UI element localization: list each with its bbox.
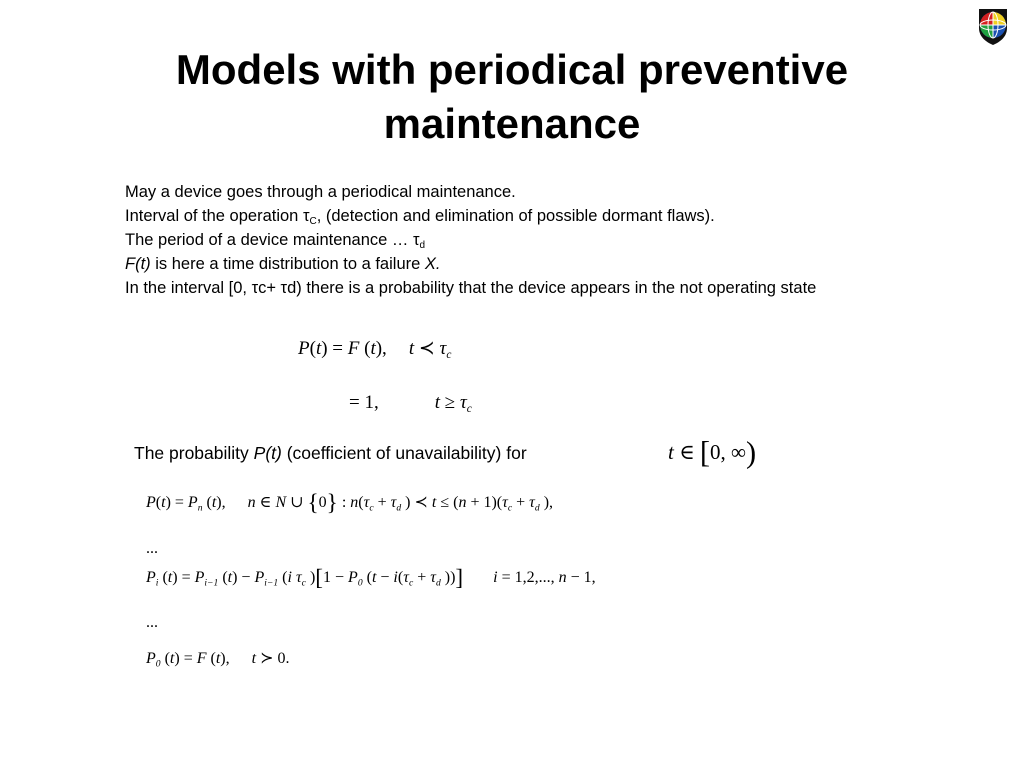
intro-text-span: May a device goes through a periodical maintenance. bbox=[125, 183, 516, 201]
intro-line bbox=[125, 276, 1005, 300]
formula-ellipsis: ... bbox=[146, 614, 158, 631]
intro-italic: F(t) bbox=[125, 255, 151, 273]
formula-recursion: $P_i$ $(t) = P_{i-1}$ $(t) - P_{i-1}$ (i $\tau_c$ )[$1 - P_0$ ($t - i(\tau_c + \tau_d$ ))] i = 1,2,..., n − 1, bbox=[146, 564, 596, 591]
intro-italic: X. bbox=[424, 255, 441, 273]
formula-p-equals-pn: $P(t) = P_n$ (t), n ∈ N ∪ {0} : $n(\tau_c + \tau_d$ ) ≺ $t \le (n + 1)(\tau_c + \tau_d$ ), bbox=[146, 489, 554, 516]
probability-text: The probability bbox=[134, 443, 254, 463]
probability-text: (coefficient of unavailability) for bbox=[281, 443, 527, 463]
intro-text-span: , (detection and elimination of possible dormant flaws). bbox=[316, 207, 715, 225]
probability-italic: P(t) bbox=[253, 443, 282, 463]
formula-interval: t ∈ [0, ∞) bbox=[668, 435, 757, 470]
page-title bbox=[0, 43, 1024, 151]
intro-text-span: In the interval [0, τc+ τd) there is a probability that the device appears in the not operating state bbox=[125, 279, 817, 297]
formula-equals-one: = 1, $t \ge \tau_c$ bbox=[349, 392, 472, 415]
subscript: d bbox=[419, 240, 426, 251]
formula-p-equals-f: P(t) = F (t), t ≺ $\tau_c$ bbox=[298, 338, 452, 361]
intro-text-span: Interval of the operation τ bbox=[125, 207, 310, 225]
probability-statement bbox=[134, 443, 527, 464]
intro-text bbox=[125, 180, 1005, 300]
intro-line bbox=[125, 204, 1005, 228]
formula-p0-equals-f: $P_0$ (t) = F (t), t ≻ 0. bbox=[146, 650, 290, 670]
intro-line bbox=[125, 228, 1005, 252]
intro-line bbox=[125, 180, 1005, 204]
title-line: Models with periodical preventive bbox=[175, 46, 849, 93]
intro-text-span: is here a time distribution to a failure bbox=[150, 255, 425, 273]
intro-text-span: The period of a device maintenance … τ bbox=[125, 231, 420, 249]
formula-ellipsis: ... bbox=[146, 540, 158, 557]
subscript: C bbox=[309, 216, 317, 227]
intro-line bbox=[125, 252, 1005, 276]
globe-shield-icon bbox=[974, 6, 1012, 46]
title-line: maintenance bbox=[383, 100, 641, 147]
